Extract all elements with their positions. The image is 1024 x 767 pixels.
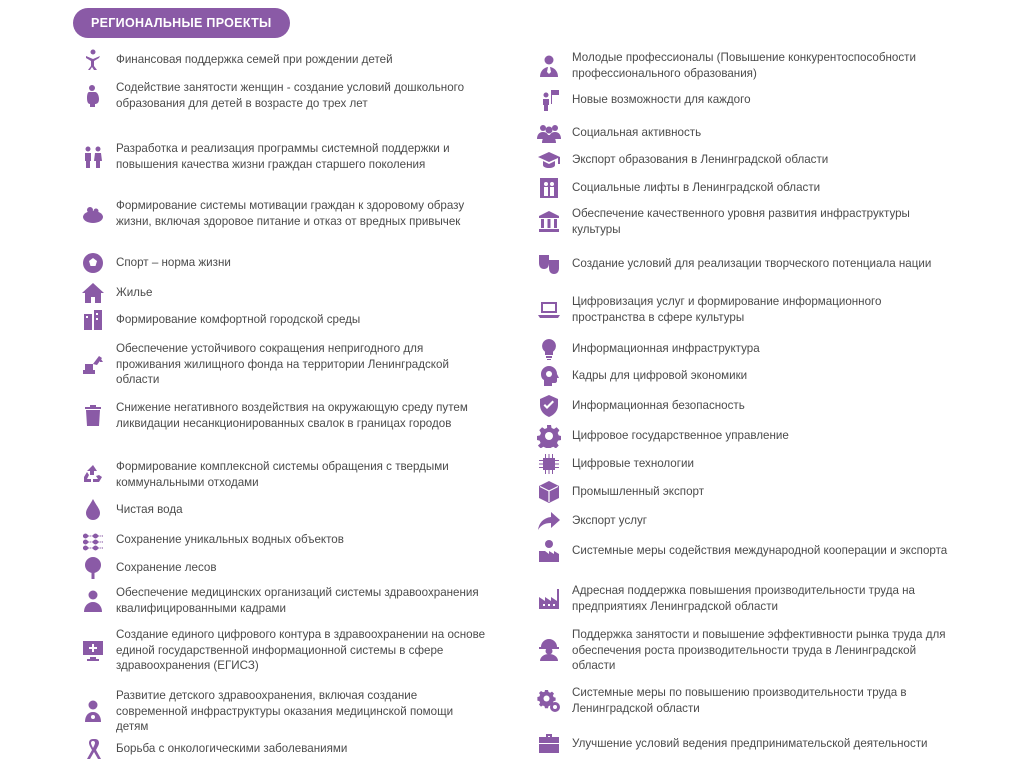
project-label: Промышленный экспорт (572, 485, 705, 499)
project-label: Кадры для цифровой экономики (572, 369, 748, 383)
project-label: Цифровые технологии (572, 457, 694, 471)
project-item (80, 307, 486, 333)
project-item (80, 459, 486, 490)
project-item (536, 294, 952, 325)
healthy-food-icon (80, 201, 106, 227)
project-item (536, 393, 952, 419)
project-label: Информационная инфраструктура (572, 342, 760, 356)
project-label: Формирование комплексной системы обращения с твердыми коммунальными отходами (116, 460, 449, 489)
project-label: Цифровизация услуг и формирование информационного пространства в сфере культуры (572, 295, 882, 324)
project-item (80, 400, 486, 431)
project-item (80, 141, 486, 172)
museum-icon (536, 209, 562, 235)
globe-factory-icon (536, 538, 562, 564)
project-label: Формирование комфортной городской среды (116, 313, 361, 327)
project-item (80, 688, 486, 735)
project-item (80, 585, 486, 616)
project-item (536, 627, 952, 674)
project-item (80, 250, 486, 276)
city-buildings-icon (80, 307, 106, 333)
project-label: Формирование системы мотивации граждан к здоровому образу жизни, включая здоровое питание и отказ от вредных привычек (116, 199, 465, 228)
project-label: Жилье (116, 286, 153, 300)
project-label: Улучшение условий ведения предпринимательской деятельности (572, 737, 928, 751)
project-label: Обеспечение медицинских организаций системы здравоохранения квалифицированными кадрами (116, 586, 479, 615)
briefcase-icon (536, 731, 562, 757)
project-item (80, 555, 486, 581)
project-item (80, 627, 486, 674)
project-label: Социальная активность (572, 126, 702, 140)
waves-icon (80, 527, 106, 553)
tree-icon (80, 555, 106, 581)
arrow-share-icon (536, 508, 562, 534)
factory-icon (536, 586, 562, 612)
ribbon-icon (80, 736, 106, 762)
gear-icon (536, 423, 562, 449)
project-item (80, 198, 486, 229)
project-label: Создание единого цифрового контура в здравоохранении на основе единой государственной информационной системы в сфере здравоохранения (ЕГИСЗ) (116, 628, 486, 672)
soccer-ball-icon (80, 250, 106, 276)
project-item (80, 280, 486, 306)
laptop-icon (536, 297, 562, 323)
shield-icon (536, 393, 562, 419)
project-label: Адресная поддержка повышения производительности труда на предприятиях Ленинградской области (572, 584, 915, 613)
excavator-icon (80, 351, 106, 377)
flag-person-icon (536, 87, 562, 113)
graduation-cap-icon (536, 147, 562, 173)
project-label: Развитие детского здравоохранения, включая создание современной инфраструктуры оказания медицинской помощи детям (116, 689, 454, 733)
project-label: Борьба с онкологическими заболеваниями (116, 742, 348, 756)
theater-masks-icon (536, 251, 562, 277)
house-icon (80, 280, 106, 306)
project-label: Молодые профессионалы (Повышение конкурентоспособности профессионального образования) (572, 51, 916, 80)
project-label: Разработка и реализация программы системной поддержки и повышения качества жизни граждан старшего поколения (116, 142, 450, 171)
recycle-icon (80, 462, 106, 488)
elevator-icon (536, 175, 562, 201)
project-item (80, 497, 486, 523)
medical-monitor-icon (80, 637, 106, 663)
project-item (80, 736, 486, 762)
project-item (536, 120, 952, 146)
project-item (536, 87, 952, 113)
project-label: Сохранение уникальных водных объектов (116, 533, 344, 547)
project-item (536, 423, 952, 449)
project-label: Экспорт услуг (572, 514, 648, 528)
worker-helmet-icon (536, 637, 562, 663)
group-icon (536, 120, 562, 146)
project-item (536, 479, 952, 505)
project-item (536, 508, 952, 534)
project-item (80, 80, 486, 111)
chip-icon (536, 451, 562, 477)
project-item (536, 50, 952, 81)
doctor-icon (80, 588, 106, 614)
elderly-couple-icon (80, 144, 106, 170)
project-label: Социальные лифты в Ленинградской области (572, 181, 821, 195)
project-label: Новые возможности для каждого (572, 93, 751, 107)
project-item (536, 175, 952, 201)
project-label: Обеспечение качественного уровня развития инфраструктуры культуры (572, 207, 910, 236)
project-label: Содействие занятости женщин - создание условий дошкольного образования для детей в возрасте до трех лет (116, 81, 465, 110)
project-item (536, 538, 952, 564)
pregnant-woman-icon (80, 83, 106, 109)
project-label: Спорт – норма жизни (116, 256, 231, 270)
project-item (536, 206, 952, 237)
cogs-icon (536, 688, 562, 714)
project-item (536, 451, 952, 477)
project-label: Экспорт образования в Ленинградской области (572, 153, 829, 167)
section-title-badge: РЕГИОНАЛЬНЫЕ ПРОЕКТЫ (73, 8, 290, 38)
project-label: Системные меры по повышению производительности труда в Ленинградской области (572, 686, 907, 715)
project-label: Цифровое государственное управление (572, 429, 789, 443)
box-icon (536, 479, 562, 505)
project-item (80, 47, 486, 73)
project-item (536, 583, 952, 614)
project-item (536, 685, 952, 716)
project-item (80, 527, 486, 553)
project-label: Создание условий для реализации творческого потенциала нации (572, 257, 932, 271)
project-label: Чистая вода (116, 503, 183, 517)
project-label: Финансовая поддержка семей при рождении детей (116, 53, 393, 67)
project-label: Поддержка занятости и повышение эффективности рынка труда для обеспечения роста производительности труда в Ленинградской области (572, 628, 946, 672)
project-label: Обеспечение устойчивого сокращения непригодного для проживания жилищного фонда на территории Ленинградской области (116, 342, 449, 386)
head-gear-icon (536, 363, 562, 389)
lightbulb-icon (536, 336, 562, 362)
project-item (536, 336, 952, 362)
pediatrician-icon (80, 698, 106, 724)
family-icon (80, 47, 106, 73)
project-label: Снижение негативного воздействия на окружающую среду путем ликвидации несанкционированных свалок в границах городов (116, 401, 468, 430)
project-item (536, 147, 952, 173)
project-label: Информационная безопасность (572, 399, 745, 413)
water-drop-icon (80, 497, 106, 523)
project-label: Сохранение лесов (116, 561, 217, 575)
project-item (80, 341, 486, 388)
trash-bin-icon (80, 403, 106, 429)
project-item (536, 251, 952, 277)
project-item (536, 731, 952, 757)
project-label: Системные меры содействия международной кооперации и экспорта (572, 544, 948, 558)
project-item (536, 363, 952, 389)
professional-icon (536, 53, 562, 79)
